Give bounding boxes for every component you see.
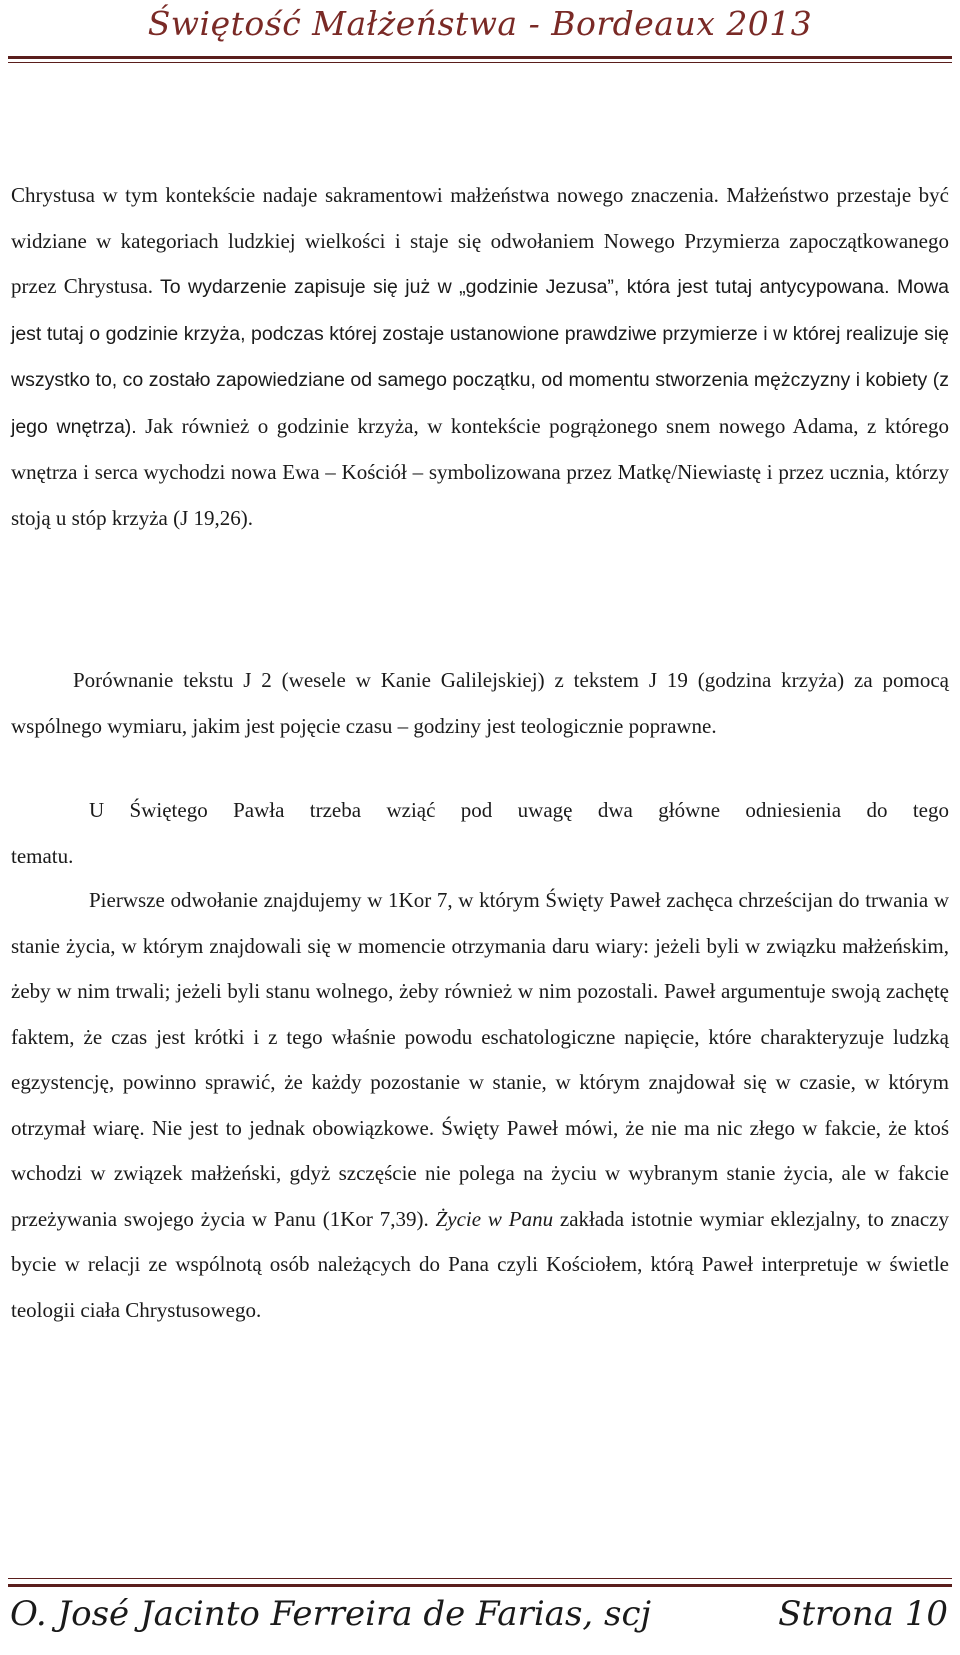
header-rule-thick	[8, 56, 952, 59]
paragraph-4-part-1: Pierwsze odwołanie znajdujemy w 1Kor 7, w którym Święty Paweł zachęca chrześcijan do trwania w stanie życia, w którym znajdowali się w momencie otrzymania daru wiary: jeżeli byli w związku małżeńskim, żeby w nim trwali; jeżeli byli stanu wolnego, żeby również w nim pozostali. Paweł argumentuje swoją zachętę faktem, że czas jest krótki i z tego właśnie powodu eschatologiczne napięcie, które charakteryzuje ludzką egzystencję, powinno sprawić, że każdy pozostanie w stanie, w którym znajdował się w czasie, w którym otrzymał wiarę. Nie jest to jednak obowiązkowe. Święty Paweł mówi, że nie ma nic złego w fakcie, że ktoś wchodzi w związek małżeński, gdyż szczęście nie polega na życiu w wybranym stanie życia, ale w fakcie przeżywania swojego życia w Panu (1Kor 7,39).	[11, 888, 949, 1231]
footer-rule-thin	[8, 1578, 952, 1579]
header-rule-thin	[8, 62, 952, 63]
footer-rule-thick	[8, 1584, 952, 1587]
page-header	[0, 0, 960, 60]
footer-author: O. José Jacinto Ferreira de Farias, scj	[10, 1594, 652, 1634]
paragraph-1	[11, 173, 949, 541]
paragraph-1-part-2: To wydarzenie zapisuje się już w „godzinie Jezusa”, która jest tutaj antycypowana. Mowa jest tutaj o godzinie krzyża, podczas której zostaje ustanowione prawdziwe przymierze i w której realizuje się wszystko to, co zostało zapowiedziane od samego początku, od momentu stworzenia mężczyzny i kobiety (z jego wnętrza).	[11, 276, 949, 438]
footer-page-number: Strona 10	[778, 1594, 948, 1634]
paragraph-4-italic: Życie w Panu	[435, 1206, 554, 1231]
paragraph-1-part-3: Jak również o godzinie krzyża, w kontekście pogrążonego snem nowego Adama, z którego wnętrza i serca wychodzi nowa Ewa – Kościół – symbolizowana przez Matkę/Niewiastę i przez ucznia, którzy stoją u stóp krzyża (J 19,26).	[11, 413, 949, 530]
paragraph-3-line-2: tematu.	[11, 843, 74, 868]
paragraph-3-line-1: U Świętego Pawła trzeba wziąć pod uwagę dwa główne odniesienia do tego	[89, 798, 949, 822]
paragraph-2: Porównanie tekstu J 2 (wesele w Kanie Galilejskiej) z tekstem J 19 (godzina krzyża) za pomocą wspólnego wymiaru, jakim jest pojęcie czasu – godziny jest teologicznie poprawne.	[11, 668, 949, 738]
paragraph-4-part-2: zakłada istotnie wymiar eklezjalny, to znaczy bycie w relacji ze wspólnotą osób należących do Pana czyli Kościołem, którą Paweł interpretuje w świetle teologii ciała Chrystusowego.	[11, 1206, 950, 1322]
paragraph-1-part-1: Chrystusa w tym kontekście nadaje sakramentowi małżeństwa nowego znaczenia. Małżeństwo przestaje być widziane w kategoriach ludzkiej wielkości i staje się odwołaniem Nowego Przymierza zapoczątkowanego przez Chrystusa.	[11, 183, 949, 298]
header-title: Świętość Małżeństwa - Bordeaux 2013	[147, 4, 813, 43]
paragraph-4	[11, 878, 949, 1333]
paragraph-3	[11, 788, 949, 879]
